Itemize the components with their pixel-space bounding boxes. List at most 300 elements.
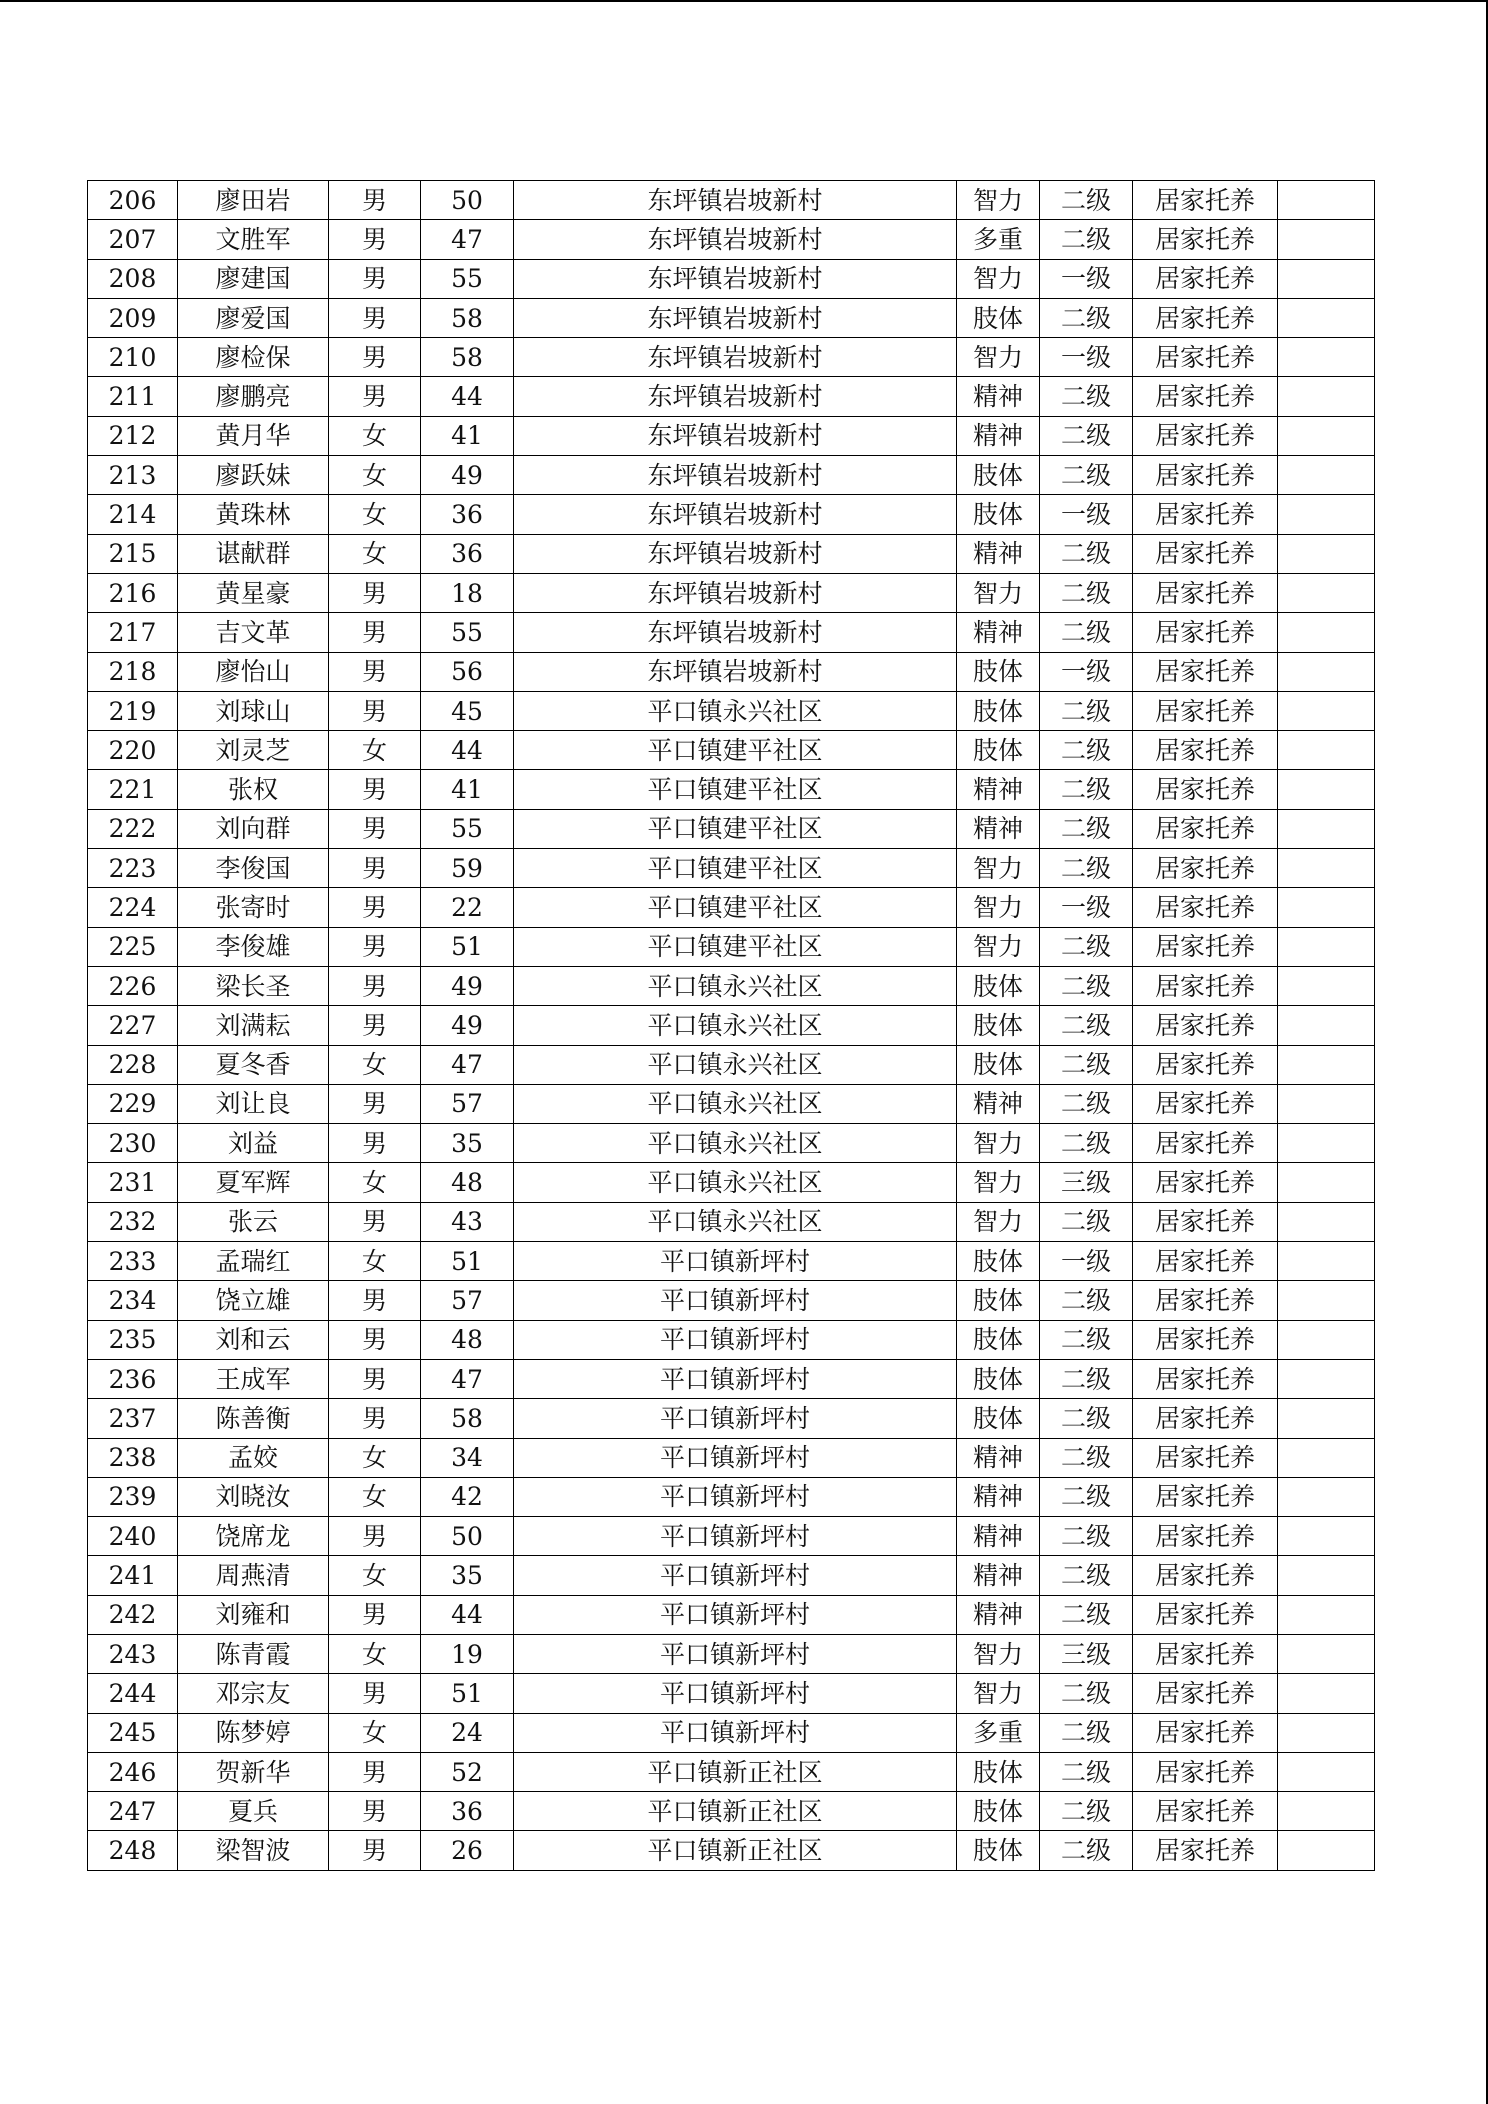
- serial-number-cell: 206: [88, 181, 178, 220]
- disability-grade-cell: 二级: [1040, 1399, 1133, 1438]
- care-type-cell: 居家托养: [1133, 966, 1278, 1005]
- remarks-cell: [1278, 1595, 1375, 1634]
- table-row: [88, 1359, 1375, 1398]
- serial-number-cell: 235: [88, 1320, 178, 1359]
- age-cell: 47: [421, 1359, 514, 1398]
- disability-type-cell: 精神: [957, 613, 1040, 652]
- care-type-cell: 居家托养: [1133, 1242, 1278, 1281]
- name-cell: 廖田岩: [178, 181, 329, 220]
- address-cell: 平口镇新正社区: [514, 1831, 957, 1870]
- disability-type-cell: 精神: [957, 1556, 1040, 1595]
- gender-cell: 男: [329, 613, 421, 652]
- disability-grade-cell: 二级: [1040, 1752, 1133, 1791]
- serial-number-cell: 213: [88, 456, 178, 495]
- disability-type-cell: 智力: [957, 849, 1040, 888]
- disability-type-cell: 智力: [957, 927, 1040, 966]
- remarks-cell: [1278, 1124, 1375, 1163]
- disability-type-cell: 智力: [957, 1202, 1040, 1241]
- gender-cell: 男: [329, 1792, 421, 1831]
- table-row: [88, 181, 1375, 220]
- table-row: [88, 1163, 1375, 1202]
- disability-type-cell: 肢体: [957, 456, 1040, 495]
- serial-number-cell: 226: [88, 966, 178, 1005]
- age-cell: 44: [421, 377, 514, 416]
- address-cell: 平口镇建平社区: [514, 809, 957, 848]
- disability-grade-cell: 二级: [1040, 456, 1133, 495]
- address-cell: 东坪镇岩坡新村: [514, 181, 957, 220]
- name-cell: 李俊雄: [178, 927, 329, 966]
- address-cell: 平口镇新坪村: [514, 1438, 957, 1477]
- remarks-cell: [1278, 1438, 1375, 1477]
- name-cell: 孟瑞红: [178, 1242, 329, 1281]
- name-cell: 饶立雄: [178, 1281, 329, 1320]
- name-cell: 刘满耘: [178, 1006, 329, 1045]
- disability-grade-cell: 二级: [1040, 1202, 1133, 1241]
- name-cell: 张云: [178, 1202, 329, 1241]
- disability-type-cell: 智力: [957, 573, 1040, 612]
- address-cell: 平口镇永兴社区: [514, 966, 957, 1005]
- name-cell: 王成军: [178, 1359, 329, 1398]
- age-cell: 48: [421, 1163, 514, 1202]
- serial-number-cell: 215: [88, 534, 178, 573]
- age-cell: 18: [421, 573, 514, 612]
- age-cell: 59: [421, 849, 514, 888]
- gender-cell: 男: [329, 691, 421, 730]
- name-cell: 周燕清: [178, 1556, 329, 1595]
- disability-type-cell: 精神: [957, 1595, 1040, 1634]
- disability-type-cell: 肢体: [957, 691, 1040, 730]
- serial-number-cell: 211: [88, 377, 178, 416]
- serial-number-cell: 227: [88, 1006, 178, 1045]
- address-cell: 平口镇永兴社区: [514, 1163, 957, 1202]
- address-cell: 平口镇新坪村: [514, 1713, 957, 1752]
- care-type-cell: 居家托养: [1133, 573, 1278, 612]
- table-row: [88, 338, 1375, 377]
- age-cell: 47: [421, 1045, 514, 1084]
- address-cell: 平口镇新坪村: [514, 1556, 957, 1595]
- serial-number-cell: 208: [88, 259, 178, 298]
- disability-type-cell: 肢体: [957, 1006, 1040, 1045]
- serial-number-cell: 245: [88, 1713, 178, 1752]
- disability-type-cell: 肢体: [957, 652, 1040, 691]
- roster-body: [88, 181, 1375, 1871]
- table-row: [88, 298, 1375, 337]
- address-cell: 平口镇建平社区: [514, 849, 957, 888]
- age-cell: 36: [421, 1792, 514, 1831]
- address-cell: 平口镇永兴社区: [514, 1202, 957, 1241]
- disability-grade-cell: 一级: [1040, 888, 1133, 927]
- table-row: [88, 652, 1375, 691]
- remarks-cell: [1278, 338, 1375, 377]
- care-type-cell: 居家托养: [1133, 1595, 1278, 1634]
- serial-number-cell: 224: [88, 888, 178, 927]
- table-row: [88, 1517, 1375, 1556]
- address-cell: 平口镇永兴社区: [514, 1084, 957, 1123]
- address-cell: 平口镇新正社区: [514, 1752, 957, 1791]
- disability-grade-cell: 二级: [1040, 691, 1133, 730]
- age-cell: 43: [421, 1202, 514, 1241]
- gender-cell: 女: [329, 1713, 421, 1752]
- gender-cell: 男: [329, 259, 421, 298]
- table-row: [88, 927, 1375, 966]
- disability-type-cell: 精神: [957, 377, 1040, 416]
- gender-cell: 男: [329, 770, 421, 809]
- address-cell: 东坪镇岩坡新村: [514, 573, 957, 612]
- gender-cell: 男: [329, 1752, 421, 1791]
- table-row: [88, 809, 1375, 848]
- address-cell: 东坪镇岩坡新村: [514, 416, 957, 455]
- remarks-cell: [1278, 1359, 1375, 1398]
- age-cell: 58: [421, 338, 514, 377]
- serial-number-cell: 234: [88, 1281, 178, 1320]
- care-type-cell: 居家托养: [1133, 416, 1278, 455]
- gender-cell: 男: [329, 338, 421, 377]
- disability-grade-cell: 二级: [1040, 809, 1133, 848]
- disability-grade-cell: 二级: [1040, 1124, 1133, 1163]
- care-type-cell: 居家托养: [1133, 1281, 1278, 1320]
- disability-type-cell: 肢体: [957, 1792, 1040, 1831]
- table-row: [88, 1438, 1375, 1477]
- disability-grade-cell: 二级: [1040, 1792, 1133, 1831]
- serial-number-cell: 229: [88, 1084, 178, 1123]
- care-type-cell: 居家托养: [1133, 1045, 1278, 1084]
- remarks-cell: [1278, 1399, 1375, 1438]
- name-cell: 黄珠林: [178, 495, 329, 534]
- address-cell: 平口镇永兴社区: [514, 1045, 957, 1084]
- disability-type-cell: 精神: [957, 534, 1040, 573]
- remarks-cell: [1278, 652, 1375, 691]
- address-cell: 平口镇新坪村: [514, 1595, 957, 1634]
- name-cell: 孟姣: [178, 1438, 329, 1477]
- care-type-cell: 居家托养: [1133, 1084, 1278, 1123]
- serial-number-cell: 240: [88, 1517, 178, 1556]
- table-row: [88, 1124, 1375, 1163]
- gender-cell: 男: [329, 652, 421, 691]
- table-row: [88, 1752, 1375, 1791]
- gender-cell: 男: [329, 1281, 421, 1320]
- table-row: [88, 966, 1375, 1005]
- remarks-cell: [1278, 416, 1375, 455]
- name-cell: 廖检保: [178, 338, 329, 377]
- serial-number-cell: 228: [88, 1045, 178, 1084]
- disability-grade-cell: 三级: [1040, 1163, 1133, 1202]
- name-cell: 刘让良: [178, 1084, 329, 1123]
- care-type-cell: 居家托养: [1133, 927, 1278, 966]
- address-cell: 平口镇新坪村: [514, 1242, 957, 1281]
- gender-cell: 男: [329, 888, 421, 927]
- care-type-cell: 居家托养: [1133, 1477, 1278, 1516]
- age-cell: 57: [421, 1281, 514, 1320]
- table-row: [88, 1477, 1375, 1516]
- name-cell: 廖建国: [178, 259, 329, 298]
- serial-number-cell: 246: [88, 1752, 178, 1791]
- remarks-cell: [1278, 888, 1375, 927]
- address-cell: 平口镇新坪村: [514, 1399, 957, 1438]
- remarks-cell: [1278, 298, 1375, 337]
- gender-cell: 男: [329, 1320, 421, 1359]
- address-cell: 平口镇新坪村: [514, 1281, 957, 1320]
- remarks-cell: [1278, 1281, 1375, 1320]
- disability-grade-cell: 二级: [1040, 1281, 1133, 1320]
- table-row: [88, 534, 1375, 573]
- care-type-cell: 居家托养: [1133, 220, 1278, 259]
- gender-cell: 男: [329, 1084, 421, 1123]
- address-cell: 平口镇新坪村: [514, 1674, 957, 1713]
- disability-type-cell: 肢体: [957, 1281, 1040, 1320]
- serial-number-cell: 210: [88, 338, 178, 377]
- gender-cell: 男: [329, 1595, 421, 1634]
- gender-cell: 男: [329, 1517, 421, 1556]
- address-cell: 东坪镇岩坡新村: [514, 298, 957, 337]
- care-type-cell: 居家托养: [1133, 1202, 1278, 1241]
- disability-grade-cell: 二级: [1040, 377, 1133, 416]
- care-type-cell: 居家托养: [1133, 456, 1278, 495]
- age-cell: 49: [421, 966, 514, 1005]
- disability-type-cell: 智力: [957, 1674, 1040, 1713]
- care-type-cell: 居家托养: [1133, 731, 1278, 770]
- remarks-cell: [1278, 1752, 1375, 1791]
- address-cell: 平口镇永兴社区: [514, 691, 957, 730]
- name-cell: 贺新华: [178, 1752, 329, 1791]
- disability-grade-cell: 二级: [1040, 731, 1133, 770]
- disability-type-cell: 肢体: [957, 1831, 1040, 1870]
- address-cell: 平口镇新坪村: [514, 1477, 957, 1516]
- disability-type-cell: 精神: [957, 1084, 1040, 1123]
- table-row: [88, 770, 1375, 809]
- serial-number-cell: 248: [88, 1831, 178, 1870]
- gender-cell: 男: [329, 181, 421, 220]
- table-row: [88, 849, 1375, 888]
- address-cell: 平口镇建平社区: [514, 770, 957, 809]
- disability-type-cell: 精神: [957, 1477, 1040, 1516]
- name-cell: 黄星豪: [178, 573, 329, 612]
- disability-grade-cell: 一级: [1040, 495, 1133, 534]
- disability-grade-cell: 二级: [1040, 966, 1133, 1005]
- care-type-cell: 居家托养: [1133, 888, 1278, 927]
- age-cell: 41: [421, 770, 514, 809]
- care-type-cell: 居家托养: [1133, 1792, 1278, 1831]
- name-cell: 刘雍和: [178, 1595, 329, 1634]
- care-type-cell: 居家托养: [1133, 809, 1278, 848]
- gender-cell: 女: [329, 416, 421, 455]
- age-cell: 24: [421, 1713, 514, 1752]
- table-row: [88, 1242, 1375, 1281]
- table-row: [88, 573, 1375, 612]
- gender-cell: 女: [329, 1556, 421, 1595]
- disability-grade-cell: 一级: [1040, 1242, 1133, 1281]
- gender-cell: 女: [329, 731, 421, 770]
- name-cell: 刘球山: [178, 691, 329, 730]
- name-cell: 夏冬香: [178, 1045, 329, 1084]
- care-type-cell: 居家托养: [1133, 298, 1278, 337]
- care-type-cell: 居家托养: [1133, 534, 1278, 573]
- age-cell: 34: [421, 1438, 514, 1477]
- name-cell: 李俊国: [178, 849, 329, 888]
- serial-number-cell: 232: [88, 1202, 178, 1241]
- gender-cell: 男: [329, 1674, 421, 1713]
- gender-cell: 女: [329, 1477, 421, 1516]
- address-cell: 东坪镇岩坡新村: [514, 220, 957, 259]
- serial-number-cell: 241: [88, 1556, 178, 1595]
- age-cell: 55: [421, 259, 514, 298]
- serial-number-cell: 221: [88, 770, 178, 809]
- remarks-cell: [1278, 1634, 1375, 1673]
- remarks-cell: [1278, 495, 1375, 534]
- serial-number-cell: 230: [88, 1124, 178, 1163]
- disability-grade-cell: 二级: [1040, 849, 1133, 888]
- table-row: [88, 416, 1375, 455]
- serial-number-cell: 217: [88, 613, 178, 652]
- age-cell: 55: [421, 613, 514, 652]
- table-row: [88, 1281, 1375, 1320]
- serial-number-cell: 243: [88, 1634, 178, 1673]
- age-cell: 50: [421, 1517, 514, 1556]
- table-row: [88, 888, 1375, 927]
- gender-cell: 女: [329, 534, 421, 573]
- age-cell: 58: [421, 1399, 514, 1438]
- serial-number-cell: 219: [88, 691, 178, 730]
- remarks-cell: [1278, 1006, 1375, 1045]
- table-row: [88, 1634, 1375, 1673]
- address-cell: 东坪镇岩坡新村: [514, 652, 957, 691]
- serial-number-cell: 236: [88, 1359, 178, 1398]
- table-row: [88, 1084, 1375, 1123]
- disability-grade-cell: 二级: [1040, 1674, 1133, 1713]
- table-row: [88, 456, 1375, 495]
- name-cell: 邓宗友: [178, 1674, 329, 1713]
- remarks-cell: [1278, 377, 1375, 416]
- disability-type-cell: 肢体: [957, 731, 1040, 770]
- age-cell: 49: [421, 1006, 514, 1045]
- age-cell: 47: [421, 220, 514, 259]
- disability-type-cell: 肢体: [957, 495, 1040, 534]
- disability-type-cell: 肢体: [957, 1242, 1040, 1281]
- remarks-cell: [1278, 1202, 1375, 1241]
- serial-number-cell: 244: [88, 1674, 178, 1713]
- address-cell: 东坪镇岩坡新村: [514, 259, 957, 298]
- care-type-cell: 居家托养: [1133, 1320, 1278, 1359]
- serial-number-cell: 212: [88, 416, 178, 455]
- name-cell: 黄月华: [178, 416, 329, 455]
- age-cell: 22: [421, 888, 514, 927]
- disability-grade-cell: 二级: [1040, 927, 1133, 966]
- disability-type-cell: 肢体: [957, 1320, 1040, 1359]
- name-cell: 刘和云: [178, 1320, 329, 1359]
- disability-grade-cell: 二级: [1040, 573, 1133, 612]
- care-type-cell: 居家托养: [1133, 1674, 1278, 1713]
- age-cell: 36: [421, 534, 514, 573]
- disability-grade-cell: 二级: [1040, 1320, 1133, 1359]
- disability-grade-cell: 二级: [1040, 298, 1133, 337]
- disability-type-cell: 智力: [957, 338, 1040, 377]
- name-cell: 刘灵芝: [178, 731, 329, 770]
- gender-cell: 男: [329, 809, 421, 848]
- remarks-cell: [1278, 927, 1375, 966]
- care-type-cell: 居家托养: [1133, 1359, 1278, 1398]
- disability-type-cell: 肢体: [957, 1045, 1040, 1084]
- disability-grade-cell: 二级: [1040, 1517, 1133, 1556]
- care-type-cell: 居家托养: [1133, 1124, 1278, 1163]
- address-cell: 平口镇建平社区: [514, 731, 957, 770]
- name-cell: 陈青霞: [178, 1634, 329, 1673]
- remarks-cell: [1278, 456, 1375, 495]
- remarks-cell: [1278, 1045, 1375, 1084]
- care-type-cell: 居家托养: [1133, 259, 1278, 298]
- serial-number-cell: 242: [88, 1595, 178, 1634]
- remarks-cell: [1278, 1517, 1375, 1556]
- gender-cell: 男: [329, 1202, 421, 1241]
- name-cell: 夏兵: [178, 1792, 329, 1831]
- gender-cell: 男: [329, 1359, 421, 1398]
- name-cell: 廖鹏亮: [178, 377, 329, 416]
- serial-number-cell: 247: [88, 1792, 178, 1831]
- disability-grade-cell: 二级: [1040, 1556, 1133, 1595]
- care-type-cell: 居家托养: [1133, 613, 1278, 652]
- disability-type-cell: 智力: [957, 181, 1040, 220]
- age-cell: 57: [421, 1084, 514, 1123]
- table-row: [88, 731, 1375, 770]
- address-cell: 平口镇新坪村: [514, 1359, 957, 1398]
- name-cell: 陈善衡: [178, 1399, 329, 1438]
- age-cell: 45: [421, 691, 514, 730]
- serial-number-cell: 225: [88, 927, 178, 966]
- remarks-cell: [1278, 1320, 1375, 1359]
- remarks-cell: [1278, 534, 1375, 573]
- care-type-cell: 居家托养: [1133, 1517, 1278, 1556]
- remarks-cell: [1278, 1242, 1375, 1281]
- care-type-cell: 居家托养: [1133, 1438, 1278, 1477]
- gender-cell: 男: [329, 573, 421, 612]
- age-cell: 56: [421, 652, 514, 691]
- disability-grade-cell: 二级: [1040, 770, 1133, 809]
- care-type-cell: 居家托养: [1133, 1752, 1278, 1791]
- disability-grade-cell: 二级: [1040, 534, 1133, 573]
- name-cell: 张权: [178, 770, 329, 809]
- disability-grade-cell: 二级: [1040, 1084, 1133, 1123]
- disability-grade-cell: 二级: [1040, 1595, 1133, 1634]
- address-cell: 平口镇新坪村: [514, 1320, 957, 1359]
- gender-cell: 男: [329, 1399, 421, 1438]
- disability-grade-cell: 一级: [1040, 259, 1133, 298]
- care-type-cell: 居家托养: [1133, 1556, 1278, 1595]
- gender-cell: 男: [329, 377, 421, 416]
- serial-number-cell: 214: [88, 495, 178, 534]
- gender-cell: 男: [329, 298, 421, 337]
- serial-number-cell: 222: [88, 809, 178, 848]
- remarks-cell: [1278, 809, 1375, 848]
- age-cell: 26: [421, 1831, 514, 1870]
- table-row: [88, 495, 1375, 534]
- remarks-cell: [1278, 966, 1375, 1005]
- serial-number-cell: 239: [88, 1477, 178, 1516]
- age-cell: 35: [421, 1124, 514, 1163]
- address-cell: 平口镇永兴社区: [514, 1124, 957, 1163]
- remarks-cell: [1278, 731, 1375, 770]
- serial-number-cell: 207: [88, 220, 178, 259]
- address-cell: 东坪镇岩坡新村: [514, 613, 957, 652]
- disability-type-cell: 智力: [957, 1163, 1040, 1202]
- disability-type-cell: 多重: [957, 220, 1040, 259]
- disability-type-cell: 多重: [957, 1713, 1040, 1752]
- table-row: [88, 1006, 1375, 1045]
- address-cell: 平口镇建平社区: [514, 927, 957, 966]
- roster-table: [87, 180, 1375, 1871]
- address-cell: 平口镇永兴社区: [514, 1006, 957, 1045]
- table-row: [88, 1202, 1375, 1241]
- age-cell: 50: [421, 181, 514, 220]
- disability-grade-cell: 二级: [1040, 220, 1133, 259]
- disability-type-cell: 精神: [957, 1438, 1040, 1477]
